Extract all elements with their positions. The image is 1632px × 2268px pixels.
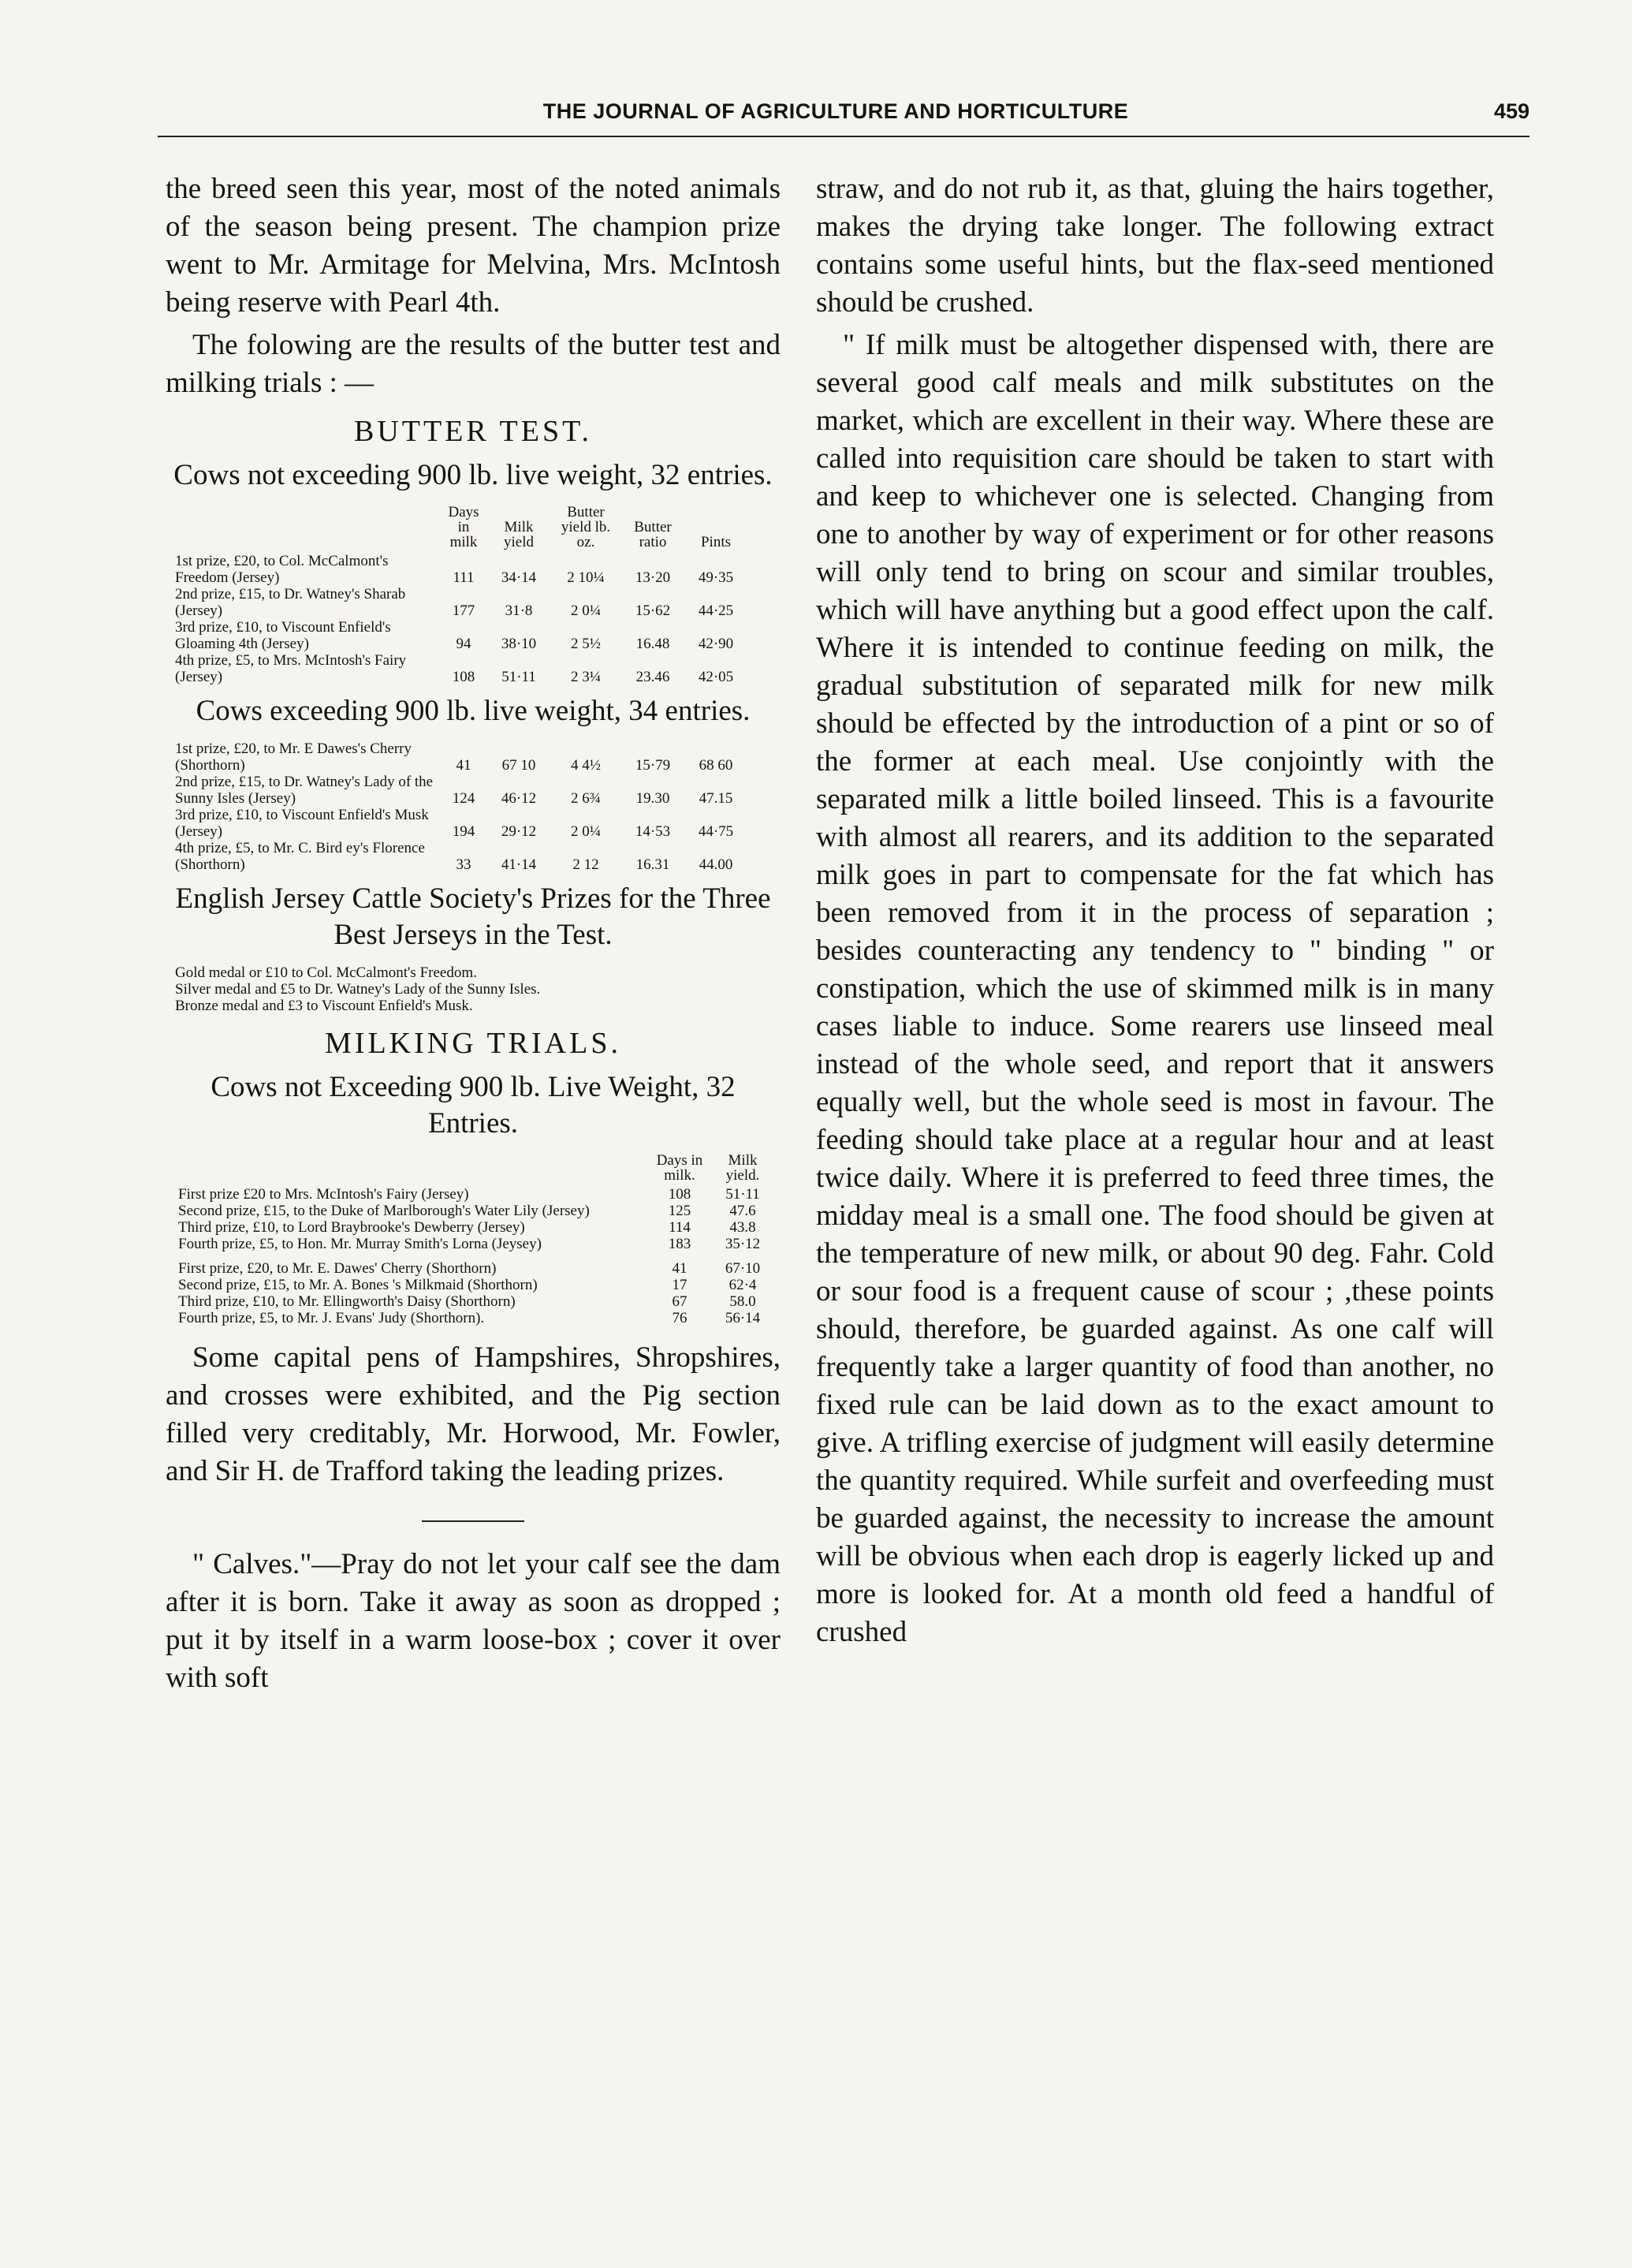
right-column [816, 170, 1494, 1656]
pints: 44·75 [698, 823, 734, 840]
jersey-society-heading: English Jersey Cattle Society's Prizes for the Three Best Jerseys in the Test. [175, 882, 771, 951]
prize-entry: Second prize, £15, to the Duke of Marlborough's Water Lily (Jersey) [178, 1203, 590, 1219]
days-in-milk: 111 [453, 569, 475, 586]
milk-yield: 41·14 [501, 856, 537, 873]
days-in-milk: 124 [452, 790, 475, 807]
milk-yield: 58.0 [729, 1293, 756, 1310]
table-row [175, 1293, 774, 1310]
milk-yield: 46·12 [501, 790, 537, 807]
days-in-milk: 67 [672, 1293, 687, 1310]
column-header: Milk yield [504, 519, 534, 550]
butter-ratio: 19.30 [635, 790, 670, 807]
butter-group1-subheading: Cows not exceeding 900 lb. live weight, 32 entries. [173, 459, 773, 491]
butter-ratio: 15·79 [635, 757, 671, 774]
days-in-milk: 194 [452, 823, 475, 840]
prize-line: Gold medal or £10 to Col. McCalmont's Freedom. [175, 964, 477, 981]
page-header [158, 95, 1530, 137]
butter-ratio: 14·53 [635, 823, 671, 840]
milk-substitutes-paragraph: " If milk must be altogether dispensed with, there are several good calf meals and milk substitutes on the market, which are excellent in their way. Where these are called into requisition care should be taken to start with and keep to whichever one is selected. Changing from one to another by way of experiment or for other reasons will only tend to bring on scour and similar troubles, which will have anything but a good effect upon the calf. Where it is intended to continue feeding on milk, the gradual substitution of separated milk for new milk should be effected by the introduction of a pint or so of the former at each meal. Use conjointly with the separated milk a little boiled linseed. This is a favourite with almost all rearers, and its addition to the separated milk goes in part to compensate for the fat which has been removed from it in the process of separation ; besides counteracting any tendency to " binding " or constipation, which the use of skimmed milk is in many cases liable to induce. Some rearers use linseed meal instead of the whole seed, and report that it answers equally well, but the whole seed is most in favour. The feeding should take place at a regular hour and at least twice daily. Where it is preferred to feed three times, the midday meal is a small one. The food should be given at the temperature of new milk, or about 90 deg. Fahr. Cold or sour food is a frequent cause of scour ; ,these points should, therefore, be guarded against. As one calf will frequently take a larger quantity of food than another, no fixed rule can be laid down as to the exact amount to give. A trifling exercise of judgment will easily determine the quantity required. While surfeit and overfeeding must be guarded against, the necessity to increase the amount will be obvious when each drop is eagerly licked up and more is looked for. At a month old feed a handful of crushed [816, 329, 1494, 1648]
prize-entry: First prize £20 to Mrs. McIntosh's Fairy (Jersey) [178, 1186, 469, 1203]
table-row [175, 1252, 774, 1277]
table-row [175, 1219, 774, 1236]
butter-yield: 2 12 [572, 856, 599, 873]
table-header-row [172, 505, 747, 553]
column-header: Milk yield. [725, 1152, 760, 1184]
table-row [172, 740, 747, 774]
milk-yield: 43.8 [729, 1219, 756, 1236]
days-in-milk: 41 [672, 1260, 687, 1277]
milking-trials-heading: MILKING TRIALS. [325, 1027, 621, 1060]
days-in-milk: 108 [668, 1186, 691, 1203]
prize-line: Bronze medal and £3 to Viscount Enfield's Musk. [175, 998, 473, 1014]
milk-yield: 51·11 [725, 1186, 760, 1203]
prize-entry: 1st prize, £20, to Col. McCalmont's Freedom (Jersey) [175, 553, 389, 586]
prize-entry: 4th prize, £5, to Mr. C. Bird ey's Florence (Shorthorn) [175, 840, 425, 873]
butter-ratio: 16.48 [635, 636, 670, 652]
table-row [172, 807, 747, 840]
table-row [172, 586, 747, 619]
butter-test-table-2 [172, 740, 747, 873]
table-header-row [175, 1153, 774, 1186]
left-column [166, 170, 781, 1702]
column-header: Butter ratio [634, 519, 672, 550]
column-header: Pints [700, 534, 732, 550]
butter-yield: 4 4½ [571, 757, 601, 774]
days-in-milk: 125 [668, 1203, 691, 1219]
calves-paragraph: " Calves."—Pray do not let your calf see the dam after it is born. Take it away as soon as dropped ; put it by itself in a warm loose-box ; cover it over with soft [166, 1548, 781, 1694]
pints: 44.00 [699, 856, 733, 873]
section-divider [422, 1520, 524, 1522]
days-in-milk: 17 [672, 1277, 687, 1293]
prize-entry: Second prize, £15, to Mr. A. Bones 's Milkmaid (Shorthorn) [178, 1277, 538, 1293]
days-in-milk: 41 [456, 757, 471, 774]
table-row [172, 553, 747, 586]
milk-yield: 31·8 [505, 602, 533, 619]
page-number: 459 [1493, 99, 1530, 123]
days-in-milk: 33 [456, 856, 471, 873]
prize-entry: Third prize, £10, to Mr. Ellingworth's Daisy (Shorthorn) [178, 1293, 516, 1310]
prize-entry: 3rd prize, £10, to Viscount Enfield's Gloaming 4th (Jersey) [175, 619, 391, 652]
prize-entry: First prize, £20, to Mr. E. Dawes' Cherry (Shorthorn) [178, 1260, 497, 1277]
pints: 42·05 [698, 669, 734, 685]
column-header: Days in milk. [656, 1152, 703, 1184]
calf-care-paragraph: straw, and do not rub it, as that, gluing the hairs together, makes the drying take longer. The following extract contains some useful hints, but the flax-seed mentioned should be crushed. [816, 173, 1494, 319]
butter-ratio: 23.46 [635, 669, 670, 685]
table-row [172, 840, 747, 873]
milking-trials-table [175, 1153, 774, 1326]
prize-entry: 3rd prize, £10, to Viscount Enfield's Musk (Jersey) [175, 807, 429, 840]
milk-yield: 34·14 [501, 569, 537, 586]
milk-yield: 35·12 [725, 1236, 761, 1252]
milk-yield: 67 10 [501, 757, 536, 774]
table-row [175, 1277, 774, 1293]
butter-yield: 2 5½ [571, 636, 601, 652]
days-in-milk: 114 [669, 1219, 691, 1236]
table-row [172, 619, 747, 652]
milk-yield: 51·11 [501, 669, 536, 685]
pints: 44·25 [698, 602, 734, 619]
prize-entry: 2nd prize, £15, to Dr. Watney's Sharab (Jersey) [175, 586, 406, 619]
pints: 47.15 [699, 790, 733, 807]
prize-entry: Third prize, £10, to Lord Braybrooke's Dewberry (Jersey) [178, 1219, 525, 1236]
days-in-milk: 94 [456, 636, 471, 652]
butter-ratio: 15·62 [635, 602, 671, 619]
pints: 49·35 [698, 569, 734, 586]
days-in-milk: 76 [672, 1310, 687, 1326]
prize-entry: 1st prize, £20, to Mr. E Dawes's Cherry (Shorthorn) [175, 740, 412, 774]
intro-paragraph: the breed seen this year, most of the noted animals of the season being present. The champion prize went to Mr. Armitage for Melvina, Mrs. McIntosh being reserve with Pearl 4th. [166, 173, 781, 319]
days-in-milk: 183 [668, 1236, 691, 1252]
days-in-milk: 177 [452, 602, 475, 619]
butter-yield: 2 0¼ [571, 823, 601, 840]
table-row [175, 1236, 774, 1252]
pints: 42·90 [698, 636, 734, 652]
milking-trials-subheading: Cows not Exceeding 900 lb. Live Weight, 32 Entries. [211, 1071, 736, 1140]
milk-yield: 56·14 [725, 1310, 761, 1326]
butter-ratio: 16.31 [635, 856, 670, 873]
butter-yield: 2 0¼ [571, 602, 601, 619]
column-header: Days in milk [448, 504, 479, 550]
milk-yield: 47.6 [729, 1203, 756, 1219]
butter-ratio: 13·20 [635, 569, 671, 586]
column-header: Butter yield lb. oz. [561, 504, 611, 550]
pints: 68 60 [699, 757, 733, 774]
table-row [172, 774, 747, 807]
butter-test-table-1 [172, 505, 747, 685]
milk-yield: 38·10 [501, 636, 537, 652]
prize-entry: 4th prize, £5, to Mrs. McIntosh's Fairy (Jersey) [175, 652, 407, 685]
pigs-paragraph: Some capital pens of Hampshires, Shropshires, and crosses were exhibited, and the Pig section filled very creditably, Mr. Horwood, Mr. Fowler, and Sir H. de Trafford taking the leading prizes. [166, 1341, 781, 1487]
milk-yield: 62·4 [728, 1277, 757, 1293]
table-row [172, 652, 747, 685]
butter-yield: 2 6¾ [571, 790, 601, 807]
butter-test-heading: BUTTER TEST. [353, 415, 593, 448]
table-row [175, 1310, 774, 1326]
table-row [175, 1186, 774, 1203]
milk-yield: 67·10 [725, 1260, 761, 1277]
results-paragraph: The folowing are the results of the butter test and milking trials : — [166, 329, 781, 399]
prize-entry: 2nd prize, £15, to Dr. Watney's Lady of the Sunny Isles (Jersey) [175, 774, 434, 807]
butter-group2-subheading: Cows exceeding 900 lb. live weight, 34 entries. [196, 695, 751, 727]
days-in-milk: 108 [452, 669, 475, 685]
table-row [175, 1203, 774, 1219]
butter-yield: 2 10¼ [567, 569, 605, 586]
jersey-society-prizes [175, 964, 781, 1014]
prize-entry: Fourth prize, £5, to Hon. Mr. Murray Smith's Lorna (Jeysey) [178, 1236, 542, 1252]
prize-entry: Fourth prize, £5, to Mr. J. Evans' Judy (Shorthorn). [178, 1310, 485, 1326]
prize-line: Silver medal and £5 to Dr. Watney's Lady of the Sunny Isles. [175, 981, 541, 998]
running-head: THE JOURNAL OF AGRICULTURE AND HORTICULTURE [542, 99, 1129, 123]
butter-yield: 2 3¼ [571, 669, 601, 685]
milk-yield: 29·12 [501, 823, 537, 840]
